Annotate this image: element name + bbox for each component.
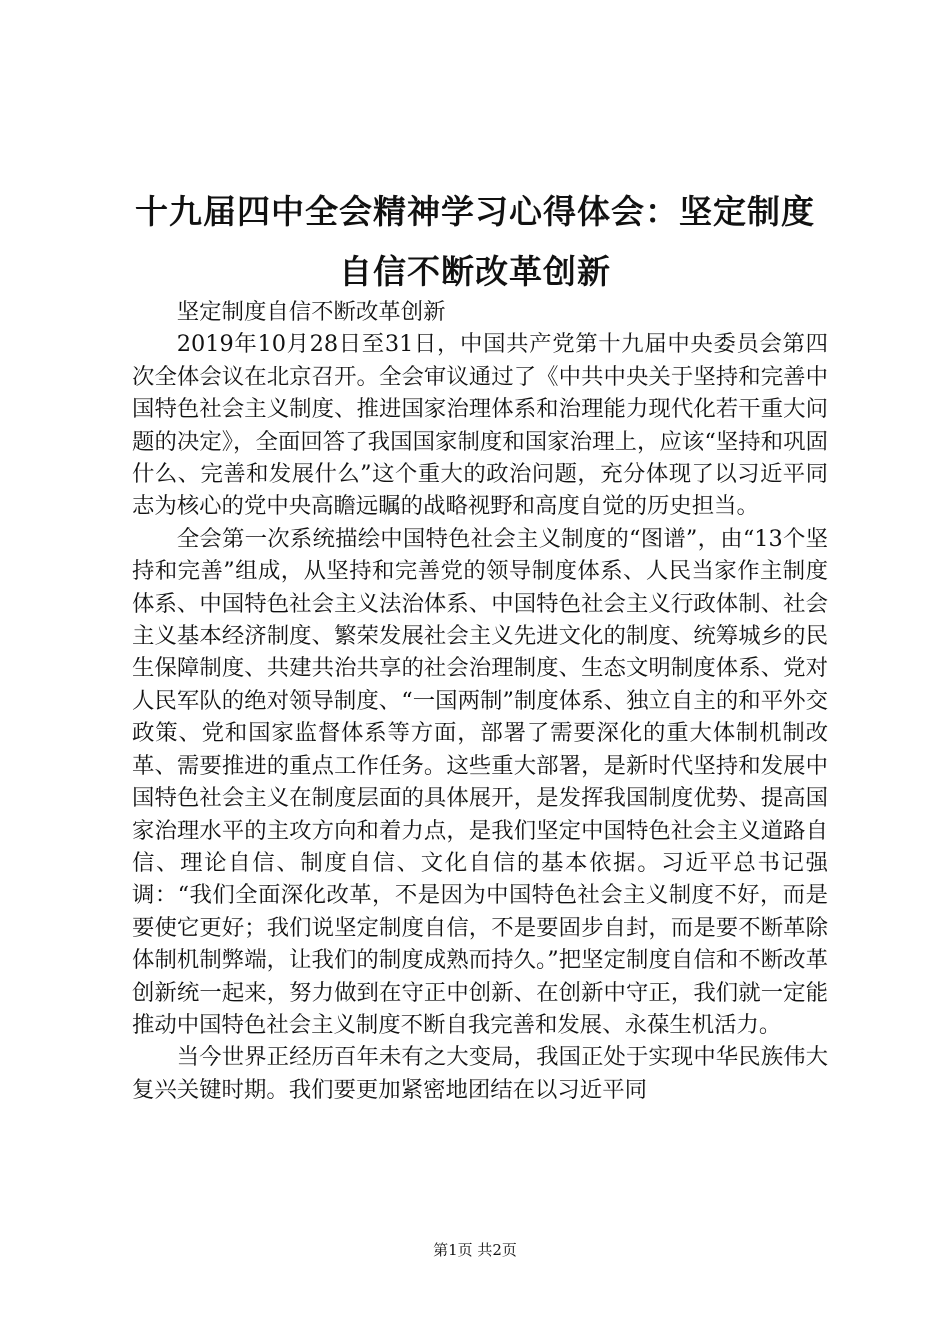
paragraph: 当今世界正经历百年未有之大变局，我国正处于实现中华民族伟大复兴关键时期。我们要更加紧密地团结在以习近平同 — [132, 1044, 828, 1103]
title-line-2: 自信不断改革创新 — [339, 252, 611, 291]
paragraph: 全会第一次系统描绘中国特色社会主义制度的“图谱”，由“13个坚持和完善”组成，从坚持和完善党的领导制度体系、人民当家作主制度体系、中国特色社会主义法治体系、中国特色社会主义行政体制、社会主义基本经济制度、繁荣发展社会主义先进文化的制度、统筹城乡的民生保障制度、共建共治共享的社会治理制度、生态文明制度体系、党对人民军队的绝对领导制度、“一国两制”制度体系、独立自主的和平外交政策、党和国家监督体系等方面，部署了需要深化的重大体制机制改革、需要推进的重点工作任务。这些重大部署，是新时代坚持和发展中国特色社会主义在制度层面的具体展开，是发挥我国制度优势、提高国家治理水平的主攻方向和着力点，是我们坚定中国特色社会主义道路自信、理论自信、制度自信、文化自信的基本依据。习近平总书记强调：“我们全面深化改革，不是因为中国特色社会主义制度不好，而是要使它更好；我们说坚定制度自信，不是要固步自封，而是要不断革除体制机制弊端，让我们的制度成熟而持久。”把坚定制度自信和不断改革创新统一起来，努力做到在守正中创新、在创新中守正，我们就一定能推动中国特色社会主义制度不断自我完善和发展、永葆生机活力。 — [132, 525, 828, 1038]
page-footer — [0, 1240, 950, 1260]
page-title — [120, 182, 830, 302]
paragraph-subtitle: 坚定制度自信不断改革创新 — [176, 299, 446, 325]
document-body — [132, 296, 828, 1106]
title-line-1: 十九届四中全会精神学习心得体会：坚定制度 — [135, 192, 815, 231]
page-number: 第1页 共2页 — [433, 1241, 517, 1259]
paragraph: 2019年10月28日至31日，中国共产党第十九届中央委员会第四次全体会议在北京召开。全会审议通过了《中共中央关于坚持和完善中国特色社会主义制度、推进国家治理体系和治理能力现代化若干重大问题的决定》，全面回答了我国国家制度和国家治理上，应该“坚持和巩固什么、完善和发展什么”这个重大的政治问题，充分体现了以习近平同志为核心的党中央高瞻远瞩的战略视野和高度自觉的历史担当。 — [132, 331, 828, 520]
